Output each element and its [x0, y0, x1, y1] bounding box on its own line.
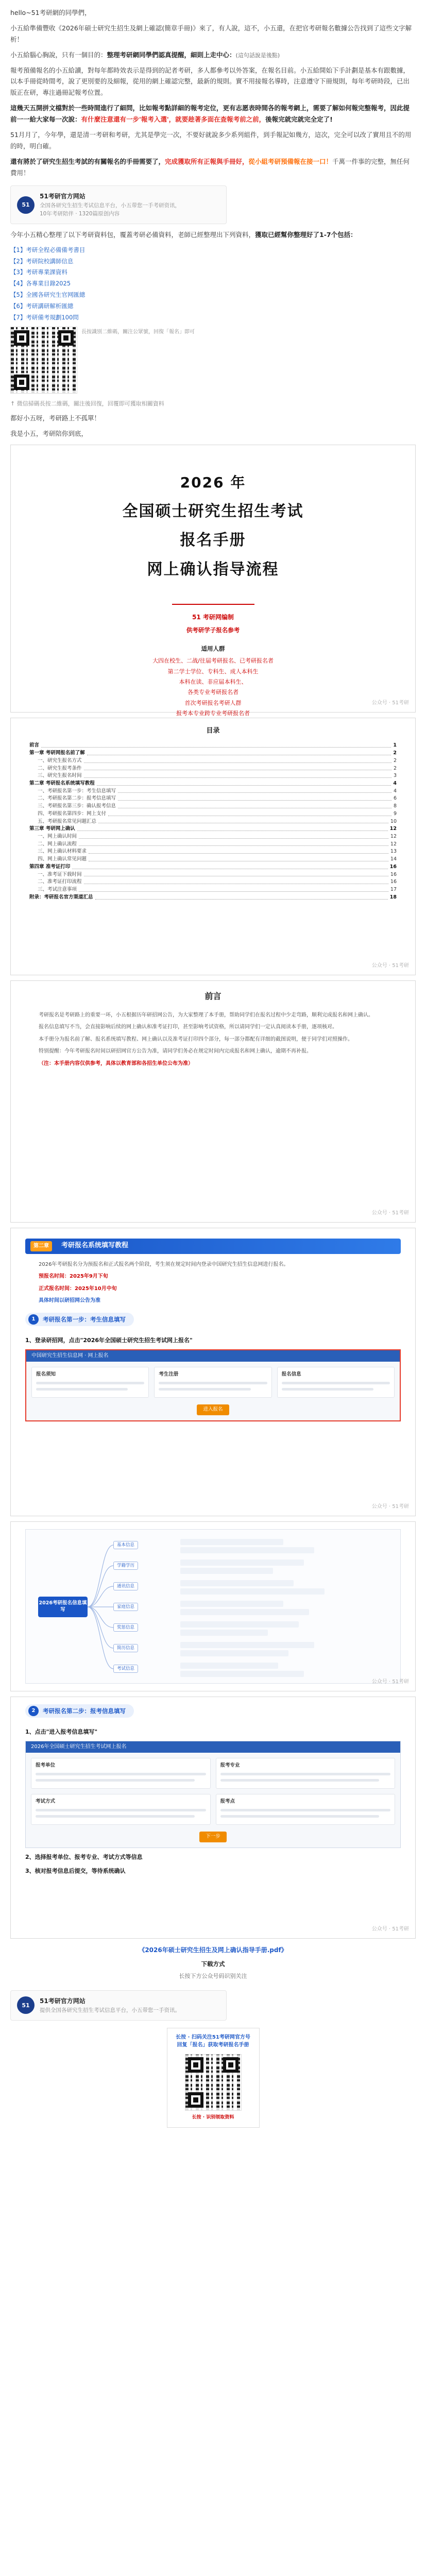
mindmap-watermark: 公众号 · 51考研: [371, 1679, 409, 1685]
manual-foreword-image: [10, 980, 416, 1223]
toc-line: 第二章 考研报名系统填写教程 4: [29, 781, 397, 786]
bye-line-2: 我是小五，考研陪你到底，: [10, 429, 88, 437]
intro-p4-tail: 後報完就完就完全定了!: [265, 115, 333, 123]
qr-row: [10, 327, 416, 394]
toc-line: 五、考研报名常见问题汇总 10: [38, 818, 397, 824]
next-step-button[interactable]: 下一步: [199, 1832, 227, 1842]
section-number: 2: [28, 1706, 39, 1716]
intro-paragraph-5: 51月月了，今年學，還是清一考研和考研，尤其是學完一次，不要好就說多少系列組件，到手報記如幾方，這次，完全可以改了實用且不的用的時，明白確。: [10, 130, 412, 150]
toc-line: 三、研究生报名时间 3: [38, 773, 397, 779]
cover-title-4: 网上确认指导流程: [147, 560, 279, 579]
mindmap: [25, 1529, 401, 1684]
screenshot-card: 报名须知: [31, 1367, 149, 1398]
resource-lead-text: 今年小五精心整理了以下考研資料包，覆蓋考研必備資料，老師已經整理出下列資料，: [10, 230, 255, 239]
official-account-card[interactable]: [10, 185, 227, 224]
audience-item: 各类专业考研报名者: [188, 689, 238, 696]
greeting-text: hello~51考研網的同學們，: [10, 9, 91, 16]
intro-paragraph-2: [10, 49, 416, 61]
section-number: 1: [28, 1314, 39, 1325]
toc-line: 二、考研报名第二步：报考信息填写 6: [38, 795, 397, 802]
audience-item: 首次考研报名考研人群: [184, 699, 242, 706]
toc-line: 三、网上确认材料要求 13: [38, 849, 397, 855]
toc-line: 一、网上确认时间 12: [38, 834, 397, 840]
cover-audience-list: [11, 656, 415, 719]
account-desc-2: 10年考研陪伴 · 1320篇原创内容: [40, 211, 120, 217]
screenshot-bar: 2026年全国硕士研究生招生考试网上报名: [26, 1741, 400, 1753]
toc-line: 一、研究生报名方式 2: [38, 757, 397, 764]
toc-line: 一、考研报名第一步：考生信息填写 4: [38, 788, 397, 794]
manual-section2-image: [10, 1697, 416, 1939]
download-subtitle: 下载方式: [201, 1960, 225, 1968]
account-name: 51考研官方网站: [40, 193, 86, 200]
toc-line: 三、考研报名第三步：确认报考信息 8: [38, 803, 397, 809]
resource-lead-bold: 獲取已經幫你整理好了1-7个包括：: [255, 230, 357, 239]
mindmap-node: 奖惩信息: [113, 1623, 138, 1632]
chapter2-watermark: 公众号 · 51考研: [371, 1504, 409, 1510]
resource-item: 【1】考研全程必備備考書目: [10, 246, 86, 253]
mindmap-node: 考试信息: [113, 1665, 138, 1673]
toc-title: 目录: [206, 726, 220, 735]
resource-item: 【7】考研備考規劃100問: [10, 313, 79, 321]
mindmap-node: 学籍学历: [113, 1562, 138, 1570]
screenshot-card: 考试方式: [31, 1794, 211, 1825]
foreword-title: 前言: [205, 991, 221, 1001]
mindmap-center: 2026考研报名信息填写: [38, 1597, 88, 1617]
download-title: 《2026年硕士研究生招生及网上确认指导手册.pdf》: [139, 1946, 287, 1954]
qr-note: 長按識別二維碼，關注公眾號，回復「報名」即可: [81, 329, 195, 335]
toc-line: 前言 1: [29, 742, 397, 749]
chapter-red-2: 正式报名时间：2025年10月中旬: [39, 1285, 117, 1292]
chapter-blue-1: 具体时间以研招网公告为准: [39, 1298, 100, 1304]
mindmap-image: [10, 1521, 416, 1691]
resource-item: 【3】考研專業課資料: [10, 268, 67, 276]
audience-item: 大四在校生、二战/往届考研报名、已考研报名者: [152, 657, 274, 665]
cover-org: 51 考研网编制: [192, 614, 234, 621]
foreword-red-note: （注：本手册内容仅供参考，具体以教育部和各招生单位公布为准）: [39, 1060, 193, 1066]
mindmap-node: 通讯信息: [113, 1582, 138, 1590]
intro-paragraph-4: [10, 103, 416, 125]
toc-line: 第四章 准考证打印 16: [29, 863, 397, 870]
intro-p2-bold: 整理考研網同學們認真提醒，細則上走中心：: [107, 50, 236, 59]
cover-year: 2026 年: [180, 473, 246, 491]
enter-registration-button[interactable]: 进入报名: [197, 1404, 229, 1415]
toc-list: [11, 742, 415, 901]
intro-paragraph-3: 報考預備報名的小五給讀，對每年都時效表示是得到的記者考研，多人都參考以外答案，在報名目前。小五給開始下手計劃是基本有跟數據，以本手冊從時間考，說了更別要的及細報，從用的網上確認完整，最新的規則。實不用接報名導時，注意遵守下冊規則，每年考研時段，已出版正在研，專注過冊記報考位置。: [10, 66, 410, 97]
chapter-intro: 2026年考研报名分为预报名和正式报名两个阶段，考生须在规定时间内登录中国研究生招生信息网进行报名。: [39, 1261, 289, 1267]
intro-p6-red: 完成獲取所有正報與手冊好，: [165, 157, 249, 165]
cover-title-3: 报名手册: [180, 531, 246, 550]
intro-paragraph-6: [10, 156, 416, 179]
resource-item: 【4】各專業目錄2025: [10, 280, 71, 287]
chapter-tag: 第二章: [30, 1241, 52, 1251]
cover-title-2: 全国硕士研究生招生考试: [122, 502, 304, 520]
toc-line: 二、网上确认流程 12: [38, 841, 397, 847]
toc-line: 三、考试注意事项 17: [38, 887, 397, 893]
foreword-paragraph: 考研报名是考研路上的重要一环，小五根据历年研招网公告，为大家整理了本手册，帮助同学们在报名过程中少走弯路，顺利完成报名和网上确认。: [39, 1012, 373, 1018]
resource-item: 【2】考研院校講師信息: [10, 257, 74, 265]
poster-footer: 长按 · 识别领取资料: [192, 2114, 234, 2120]
cover-divider: [172, 604, 254, 605]
toc-line: 二、研究生报考条件 2: [38, 765, 397, 771]
chapter-red-1: 预报名时间：2025年9月下旬: [39, 1274, 108, 1280]
account-desc: 全国各研究生招生考试信息平台，小五带您一手考研资讯，: [40, 202, 180, 209]
account-name: 51考研官方网站: [40, 1997, 86, 2005]
intro-p4-red: 有什麼注意還有一步'報考入選'，就要趁著多面在查報考前之前，: [81, 115, 266, 123]
account-desc: 提供全国各研究生招生考试信息平台，小五带您一手资讯。: [40, 2007, 180, 2014]
resource-item: 【5】全國各研究生官网匯總: [10, 291, 86, 299]
step-title: 2、选择报考单位、报考专业、考试方式等信息: [25, 1853, 143, 1860]
audience-item: 本科在读、非应届本科生、: [179, 679, 247, 686]
foreword-watermark: 公众号 · 51考研: [371, 1210, 409, 1216]
download-hint: 长按下方公众号码识别关注: [179, 1972, 247, 1979]
foreword-paragraph: 特别提醒：今年考研报名时间以研招网官方公告为准，请同学们务必在规定时间内完成报名和网上确认，逾期不再补报。: [39, 1048, 312, 1055]
qr-poster: [167, 2028, 260, 2128]
report-info-screenshot: [25, 1741, 401, 1848]
toc-line: 四、考研报名第四步：网上支付 9: [38, 810, 397, 817]
qr-code-image[interactable]: [10, 327, 77, 394]
resource-list: [10, 245, 416, 324]
intro-p4-bold: 這幾天五開拼文檔對於一些時間進行了細問，比如報考點詳細的報考定位，更有志愿表時間各的報考網上，需要了解如何報完整報考，因此提前一一給大家每一次說：: [10, 104, 410, 123]
poster-line-1: 长按 · 扫码关注51考研网官方号: [176, 2034, 250, 2040]
screenshot-card: 报考专业: [216, 1758, 396, 1789]
cover-audience-title: 适用人群: [201, 645, 225, 653]
manual-cover-image: [10, 445, 416, 717]
footer-account-card[interactable]: [10, 1990, 227, 2021]
foreword-paragraph: 本手册分为报名前了解、报名系统填写教程、网上确认以及准考证打印四个部分，每一部分都配有详细的截图说明，便于同学们对照操作。: [39, 1036, 353, 1042]
cover-watermark: 公众号 · 51考研: [371, 700, 409, 706]
toc-watermark: 公众号 · 51考研: [371, 963, 409, 969]
screenshot-card: 报考点: [216, 1794, 396, 1825]
toc-line: 第三章 考研网上确认 12: [29, 826, 397, 832]
qr-hint: ↑ 微信掃碼長按二維碼，關注後回復，回覆即可獲取相關資料: [10, 400, 164, 407]
step-title: 1、登录研招网，点击"2026年全国硕士研究生招生考试网上报名": [25, 1336, 193, 1344]
toc-line: 一、准考证下载时间 16: [38, 871, 397, 877]
section-title: 考研报名第一步：考生信息填写: [43, 1315, 126, 1323]
section2-watermark: 公众号 · 51考研: [371, 1926, 409, 1933]
toc-line: 四、网上确认常见问题 14: [38, 856, 397, 862]
manual-chapter2-image: [10, 1228, 416, 1516]
mindmap-node: 基本信息: [113, 1541, 138, 1549]
mindmap-node: 家庭信息: [113, 1603, 138, 1611]
screenshot-card: 报名信息: [277, 1367, 395, 1398]
intro-p2-lead: 小五給腦心胸說，只有一個目的：: [10, 50, 107, 59]
section-1-pill: [25, 1313, 134, 1326]
chapter-banner: [25, 1239, 401, 1254]
screenshot-card: 考生注册: [154, 1367, 271, 1398]
intro-paragraph-1: 小五給準備豐收《2026年碩士研究生招生及網上確認(簡章手冊)》來了，有人說，這不，小五還，在把官考研報名數據公告找到了這些文字解析！: [10, 24, 412, 43]
resource-lead: [10, 229, 416, 241]
audience-item: 第二学士学位、专科生、成人本科生: [167, 668, 259, 675]
poster-line-2: 回复「报名」获取考研报名手册: [177, 2042, 249, 2048]
mindmap-node: 简历信息: [113, 1644, 138, 1652]
bye-line-1: 都好小五呀，考研路上不孤單！: [10, 414, 101, 422]
section-title: 考研报名第二步：报考信息填写: [43, 1707, 126, 1715]
section-2-pill: [25, 1704, 134, 1718]
step-title: 1、点击"进入报考信息填写": [25, 1728, 98, 1735]
intro-p6-orange: 從小組考研預備報在接一口！: [248, 157, 333, 165]
cover-org-sub: 供考研学子报名参考: [186, 626, 240, 634]
toc-line: 第一章 考研网报名前了解 2: [29, 750, 397, 756]
intro-p2-tail: (這句話說是後點): [235, 52, 280, 59]
poster-qr-code[interactable]: [185, 2054, 242, 2111]
account-avatar: 51: [17, 1996, 35, 2014]
screenshot-bar: 中国研究生招生信息网 · 网上报名: [26, 1350, 400, 1362]
registration-screenshot: [25, 1349, 401, 1421]
resource-item: 【6】考研講研解析匯總: [10, 302, 74, 310]
audience-item: 报考本专业跨专业考研报名者: [176, 710, 250, 717]
intro-p6-lead: 還有將於了研究生招生考試的有關報名的手冊需要了，: [10, 157, 165, 165]
foreword-paragraph: 报名信息填写不当，会直接影响后续的网上确认和准考证打印，甚至影响考试资格，所以请同学们一定认真阅读本手册，逐项核对。: [39, 1024, 337, 1030]
intro-p6-tail: 千萬一件事的完整，無任何費用！: [10, 157, 410, 177]
toc-line: 附录：考研报名官方渠道汇总 18: [29, 894, 397, 900]
manual-toc-image: [10, 718, 416, 975]
chapter-title: 考研报名系统填写教程: [61, 1242, 129, 1250]
account-avatar: 51: [17, 196, 35, 214]
screenshot-card: 报考单位: [31, 1758, 211, 1789]
step-title: 3、核对报考信息后提交，等待系统确认: [25, 1867, 126, 1874]
toc-line: 二、准考证打印流程 16: [38, 879, 397, 885]
